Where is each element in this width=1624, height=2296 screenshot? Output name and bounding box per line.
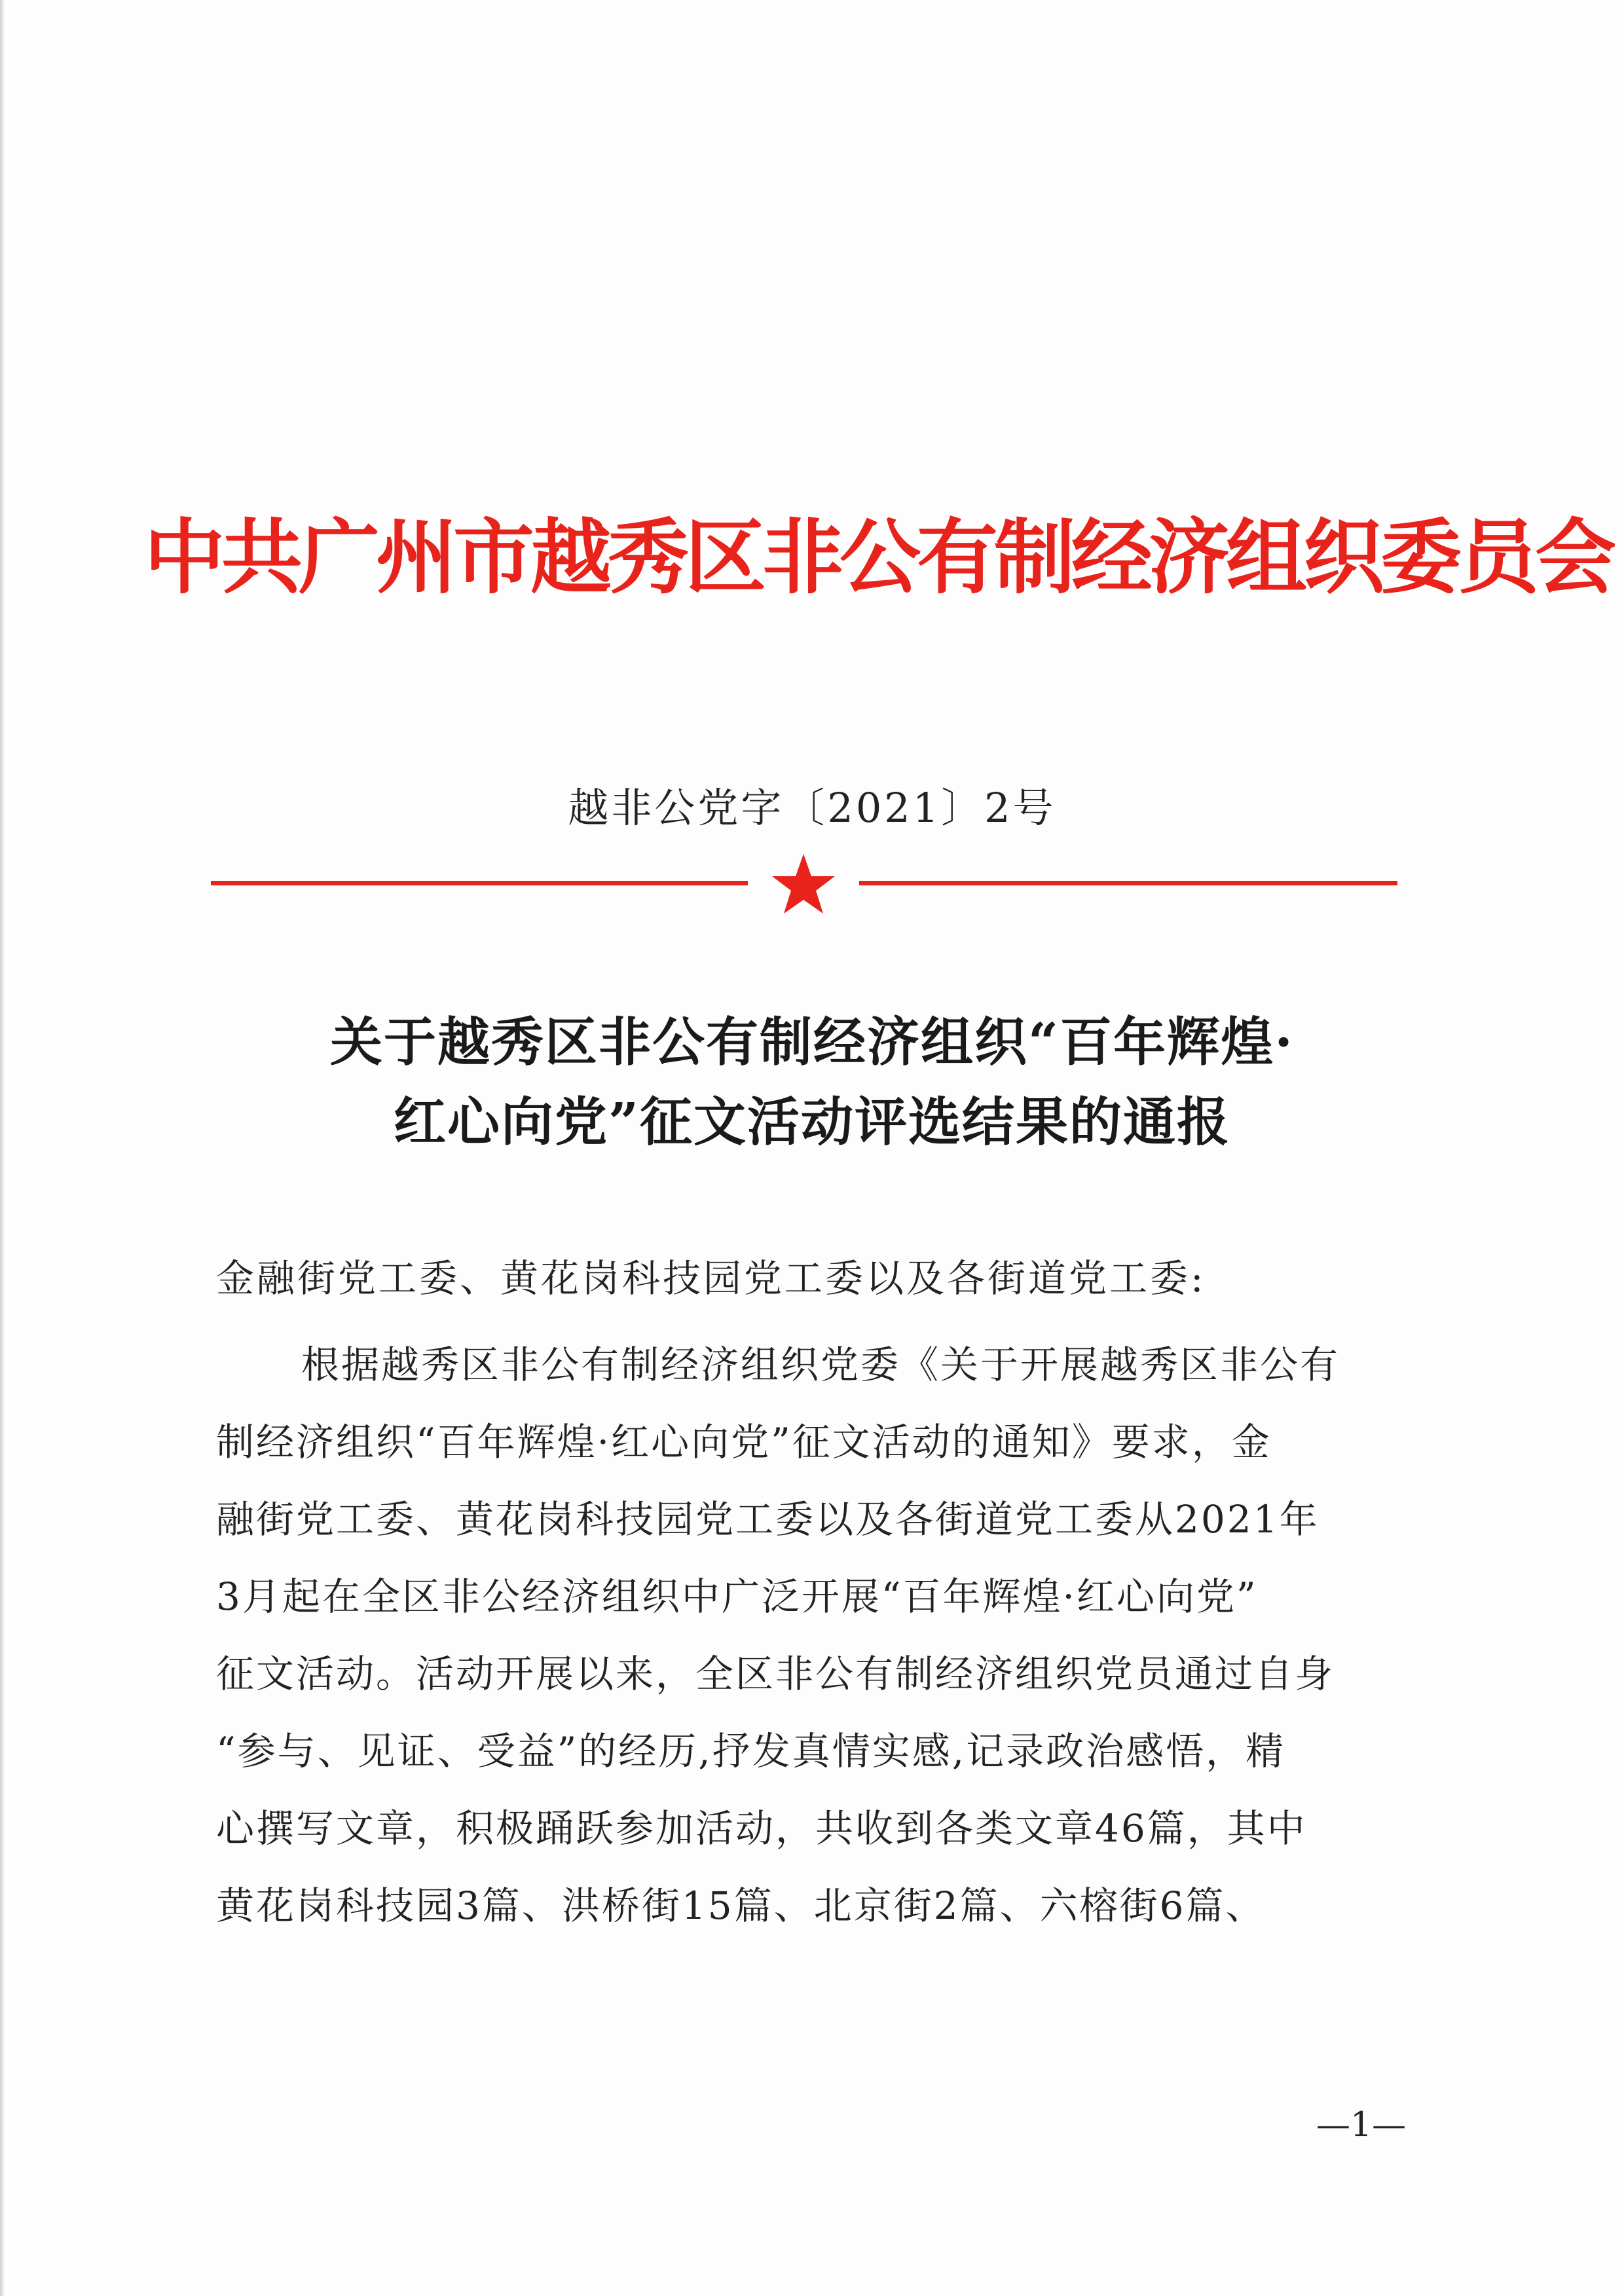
star-icon: [767, 851, 840, 917]
scan-edge: [0, 0, 4, 2296]
body-line: 3月起在全区非公经济组织中广泛开展“百年辉煌·红心向党”: [216, 1574, 1258, 1619]
body-line: 征文活动。活动开展以来，全区非公有制经济组织党员通过自身: [216, 1652, 1335, 1696]
title-line-1: 关于越秀区非公有制经济组织“百年辉煌·: [330, 1011, 1294, 1073]
body-line: 根据越秀区非公有制经济组织党委《关于开展越秀区非公有: [301, 1342, 1340, 1387]
body-line: 黄花岗科技园3篇、洪桥街15篇、北京街2篇、六榕街6篇、: [216, 1883, 1266, 1928]
body-line: “参与、见证、受益”的经历,抒发真情实感,记录政治感悟，精: [216, 1729, 1286, 1773]
body-line: 融街党工委、黄花岗科技园党工委以及各街道党工委从2021年: [216, 1497, 1320, 1542]
body-line: 制经济组织“百年辉煌·红心向党”征文活动的通知》要求，金: [216, 1420, 1272, 1464]
title-line-2: 红心向党”征文活动评选结果的通报: [393, 1091, 1230, 1153]
salutation: 金融街党工委、黄花岗科技园党工委以及各街道党工委:: [216, 1256, 1206, 1301]
page-number: —1—: [1316, 2105, 1407, 2145]
divider-line-right: [859, 881, 1397, 885]
body-line: 心撰写文章，积极踊跃参加活动，共收到各类文章46篇，其中: [216, 1806, 1307, 1851]
divider-line-left: [211, 881, 748, 885]
document-title: [216, 1002, 1408, 1162]
organization-header: 中共广州市越秀区非公有制经济组织委员会: [144, 510, 1613, 605]
document-number: 越非公党字〔2021〕2号: [568, 784, 1056, 832]
body-paragraph: [216, 1326, 1421, 1944]
